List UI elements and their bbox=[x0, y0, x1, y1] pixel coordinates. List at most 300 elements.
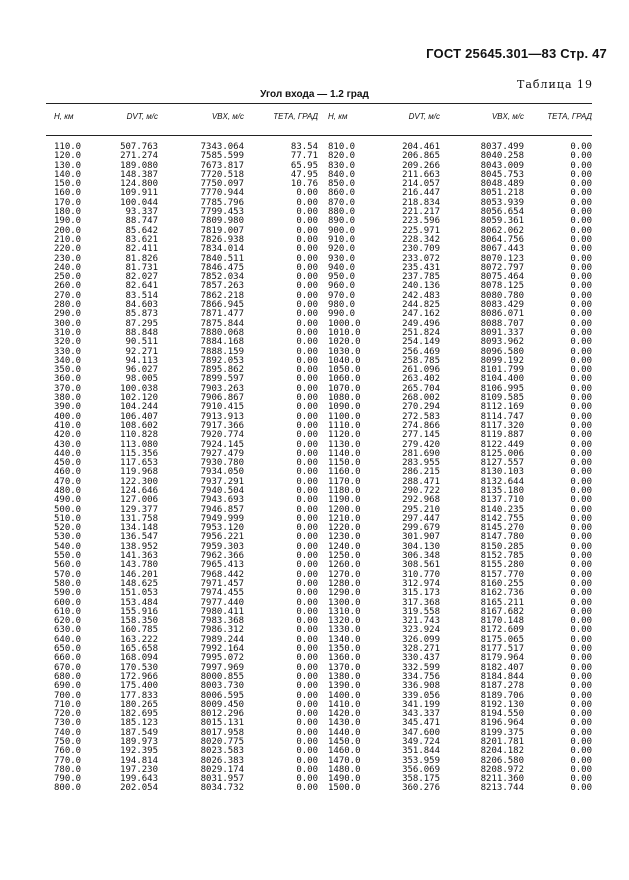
table-cell: 0.00 bbox=[570, 272, 592, 283]
table-cell: 0.00 bbox=[570, 588, 592, 599]
table-cell: 1410.0 bbox=[328, 699, 361, 710]
table-cell: 106.407 bbox=[120, 411, 158, 422]
table-cell: 0.00 bbox=[570, 727, 592, 738]
table-cell: 0.00 bbox=[296, 551, 318, 562]
table-cell: 244.825 bbox=[402, 300, 440, 311]
table-cell: 1060.0 bbox=[328, 374, 361, 385]
table-cell: 0.00 bbox=[570, 764, 592, 775]
table-cell: 0.00 bbox=[570, 495, 592, 506]
table-cell: 0.00 bbox=[296, 746, 318, 757]
table-cell: 151.053 bbox=[120, 588, 158, 599]
table-cell: 8017.958 bbox=[200, 727, 244, 738]
table-cell: 8114.747 bbox=[480, 411, 524, 422]
table-cell: 288.471 bbox=[402, 476, 440, 487]
table-cell: 345.471 bbox=[402, 718, 440, 729]
table-cell: 0.00 bbox=[570, 634, 592, 645]
table-cell: 1360.0 bbox=[328, 653, 361, 664]
table-cell: 7974.455 bbox=[200, 588, 244, 599]
table-cell: 8211.360 bbox=[480, 774, 524, 785]
table-cell: 7946.857 bbox=[200, 504, 244, 515]
table-cell: 8125.006 bbox=[480, 448, 524, 459]
table-cell: 7840.511 bbox=[200, 253, 244, 264]
table-cell: 0.00 bbox=[296, 439, 318, 450]
table-cell: 710.0 bbox=[54, 699, 82, 710]
table-cell: 8165.211 bbox=[480, 597, 524, 608]
table-cell: 7983.368 bbox=[200, 616, 244, 627]
table-cell: 7965.413 bbox=[200, 560, 244, 571]
table-cell: 180.0 bbox=[54, 207, 82, 218]
table-cell: 138.952 bbox=[120, 541, 158, 552]
table-cell: 120.0 bbox=[54, 151, 82, 162]
table-cell: 7924.145 bbox=[200, 439, 244, 450]
column-header: Н, км bbox=[328, 112, 348, 121]
table-cell: 295.210 bbox=[402, 504, 440, 515]
table-cell: 720.0 bbox=[54, 709, 82, 720]
table-cell: 7959.303 bbox=[200, 541, 244, 552]
table-cell: 319.558 bbox=[402, 606, 440, 617]
table-cell: 8040.258 bbox=[480, 151, 524, 162]
table-cell: 8194.550 bbox=[480, 709, 524, 720]
table-cell: 760.0 bbox=[54, 746, 82, 757]
table-cell: 7956.221 bbox=[200, 532, 244, 543]
table-cell: 800.0 bbox=[54, 783, 82, 794]
table-cell: 1310.0 bbox=[328, 606, 361, 617]
table-cell: 1080.0 bbox=[328, 393, 361, 404]
table-cell: 214.057 bbox=[402, 179, 440, 190]
table-cell: 7930.780 bbox=[200, 458, 244, 469]
table-cell: 134.148 bbox=[120, 523, 158, 534]
table-cell: 0.00 bbox=[570, 318, 592, 329]
table-cell: 420.0 bbox=[54, 430, 82, 441]
table-cell: 190.0 bbox=[54, 216, 82, 227]
table-cell: 155.916 bbox=[120, 606, 158, 617]
table-cell: 1250.0 bbox=[328, 551, 361, 562]
table-cell: 263.402 bbox=[402, 374, 440, 385]
table-cell: 8020.775 bbox=[200, 737, 244, 747]
table-cell: 220.0 bbox=[54, 244, 82, 255]
table-cell: 0.00 bbox=[296, 681, 318, 692]
table-cell: 1290.0 bbox=[328, 588, 361, 599]
table-cell: 970.0 bbox=[328, 290, 356, 301]
table-cell: 500.0 bbox=[54, 504, 82, 515]
table-cell: 510.0 bbox=[54, 513, 82, 524]
table-cell: 0.00 bbox=[296, 755, 318, 766]
table-cell: 211.663 bbox=[402, 169, 440, 180]
table-cell: 8062.062 bbox=[480, 225, 524, 236]
table-cell: 8140.235 bbox=[480, 504, 524, 515]
table-cell: 308.561 bbox=[402, 560, 440, 571]
table-cell: 550.0 bbox=[54, 551, 82, 562]
table-cell: 299.679 bbox=[402, 523, 440, 534]
table-cell: 117.653 bbox=[120, 458, 158, 469]
table-cell: 0.00 bbox=[296, 662, 318, 673]
table-cell: 0.00 bbox=[296, 188, 318, 199]
table-cell: 1420.0 bbox=[328, 709, 361, 720]
table-cell: 0.00 bbox=[296, 476, 318, 487]
table-cell: 350.0 bbox=[54, 365, 82, 376]
table-cell: 301.907 bbox=[402, 532, 440, 543]
table-cell: 0.00 bbox=[296, 458, 318, 469]
table-cell: 0.00 bbox=[570, 420, 592, 431]
table-cell: 0.00 bbox=[570, 485, 592, 496]
table-cell: 520.0 bbox=[54, 523, 82, 534]
table-cell: 7940.504 bbox=[200, 485, 244, 496]
table-cell: 8182.407 bbox=[480, 662, 524, 673]
table-cell: 430.0 bbox=[54, 439, 82, 450]
table-cell: 136.547 bbox=[120, 532, 158, 543]
table-cell: 0.00 bbox=[296, 690, 318, 701]
table-cell: 7943.693 bbox=[200, 495, 244, 506]
table-cell: 1490.0 bbox=[328, 774, 361, 785]
table-label: Таблица 19 bbox=[517, 78, 593, 91]
table-cell: 0.00 bbox=[570, 532, 592, 543]
table-cell: 8189.706 bbox=[480, 690, 524, 701]
table-cell: 380.0 bbox=[54, 393, 82, 404]
table-cell: 0.00 bbox=[296, 309, 318, 320]
table-cell: 0.00 bbox=[570, 207, 592, 218]
table-cell: 235.431 bbox=[402, 262, 440, 273]
table-cell: 600.0 bbox=[54, 597, 82, 608]
table-cell: 272.583 bbox=[402, 411, 440, 422]
table-cell: 8145.270 bbox=[480, 523, 524, 534]
table-cell: 0.00 bbox=[570, 160, 592, 171]
table-cell: 590.0 bbox=[54, 588, 82, 599]
table-cell: 0.00 bbox=[296, 569, 318, 580]
table-cell: 8206.580 bbox=[480, 755, 524, 766]
table-cell: 180.265 bbox=[120, 699, 158, 710]
table-cell: 0.00 bbox=[296, 523, 318, 534]
table-cell: 330.437 bbox=[402, 653, 440, 664]
table-cell: 356.069 bbox=[402, 764, 440, 775]
table-cell: 0.00 bbox=[570, 662, 592, 673]
table-cell: 8155.280 bbox=[480, 560, 524, 571]
table-cell: 1260.0 bbox=[328, 560, 361, 571]
table-cell: 0.00 bbox=[296, 402, 318, 413]
table-cell: 0.00 bbox=[570, 569, 592, 580]
table-cell: 0.00 bbox=[570, 523, 592, 534]
table-cell: 7785.796 bbox=[200, 197, 244, 208]
table-cell: 7995.072 bbox=[200, 653, 244, 664]
table-cell: 8059.361 bbox=[480, 216, 524, 227]
table-cell: 129.377 bbox=[120, 504, 158, 515]
table-cell: 304.130 bbox=[402, 541, 440, 552]
table-cell: 292.968 bbox=[402, 495, 440, 506]
table-cell: 160.785 bbox=[120, 625, 158, 636]
table-cell: 8006.595 bbox=[200, 690, 244, 701]
table-cell: 0.00 bbox=[570, 374, 592, 385]
table-cell: 96.027 bbox=[125, 365, 158, 376]
table-cell: 0.00 bbox=[296, 244, 318, 255]
table-cell: 7997.969 bbox=[200, 662, 244, 673]
table-cell: 820.0 bbox=[328, 151, 356, 162]
table-cell: 0.00 bbox=[570, 755, 592, 766]
table-cell: 810.0 bbox=[328, 142, 356, 152]
table-cell: 225.971 bbox=[402, 225, 440, 236]
table-cell: 0.00 bbox=[296, 485, 318, 496]
table-cell: 83.514 bbox=[125, 290, 158, 301]
table-cell: 7871.477 bbox=[200, 309, 244, 320]
table-cell: 0.00 bbox=[570, 625, 592, 636]
table-cell: 216.447 bbox=[402, 188, 440, 199]
table-cell: 7866.945 bbox=[200, 300, 244, 311]
table-cell: 7910.415 bbox=[200, 402, 244, 413]
table-cell: 680.0 bbox=[54, 671, 82, 682]
table-cell: 7819.007 bbox=[200, 225, 244, 236]
table-cell: 8031.957 bbox=[200, 774, 244, 785]
table-cell: 88.747 bbox=[125, 216, 158, 227]
table-cell: 920.0 bbox=[328, 244, 356, 255]
table-cell: 148.387 bbox=[120, 169, 158, 180]
table-cell: 92.271 bbox=[125, 346, 158, 357]
table-cell: 271.274 bbox=[120, 151, 158, 162]
table-cell: 1500.0 bbox=[328, 783, 361, 794]
table-cell: 8175.065 bbox=[480, 634, 524, 645]
table-cell: 7906.867 bbox=[200, 393, 244, 404]
table-cell: 8172.609 bbox=[480, 625, 524, 636]
table-cell: 351.844 bbox=[402, 746, 440, 757]
table-cell: 261.096 bbox=[402, 365, 440, 376]
table-cell: 8119.887 bbox=[480, 430, 524, 441]
table-cell: 8083.429 bbox=[480, 300, 524, 311]
table-cell: 82.027 bbox=[125, 272, 158, 283]
table-cell: 8101.799 bbox=[480, 365, 524, 376]
table-cell: 189.080 bbox=[120, 160, 158, 171]
table-cell: 0.00 bbox=[296, 578, 318, 589]
table-cell: 218.834 bbox=[402, 197, 440, 208]
table-cell: 0.00 bbox=[570, 411, 592, 422]
table-cell: 277.145 bbox=[402, 430, 440, 441]
table-cell: 0.00 bbox=[570, 699, 592, 710]
table-cell: 1040.0 bbox=[328, 355, 361, 366]
table-cell: 1160.0 bbox=[328, 467, 361, 478]
table-cell: 283.955 bbox=[402, 458, 440, 469]
table-cell: 0.00 bbox=[296, 374, 318, 385]
table-cell: 1380.0 bbox=[328, 671, 361, 682]
table-cell: 110.828 bbox=[120, 430, 158, 441]
table-cell: 7826.938 bbox=[200, 234, 244, 245]
table-cell: 390.0 bbox=[54, 402, 82, 413]
table-cell: 163.222 bbox=[120, 634, 158, 645]
table-cell: 102.120 bbox=[120, 393, 158, 404]
table-cell: 343.337 bbox=[402, 709, 440, 720]
table-cell: 0.00 bbox=[570, 718, 592, 729]
table-cell: 1230.0 bbox=[328, 532, 361, 543]
table-cell: 450.0 bbox=[54, 458, 82, 469]
table-cell: 7899.597 bbox=[200, 374, 244, 385]
table-cell: 7834.014 bbox=[200, 244, 244, 255]
table-cell: 321.743 bbox=[402, 616, 440, 627]
table-cell: 353.959 bbox=[402, 755, 440, 766]
table-cell: 104.244 bbox=[120, 402, 158, 413]
table-cell: 0.00 bbox=[296, 448, 318, 459]
table-cell: 8045.753 bbox=[480, 169, 524, 180]
table-cell: 8150.285 bbox=[480, 541, 524, 552]
table-cell: 8147.780 bbox=[480, 532, 524, 543]
table-cell: 7917.366 bbox=[200, 420, 244, 431]
table-cell: 85.642 bbox=[125, 225, 158, 236]
table-cell: 206.865 bbox=[402, 151, 440, 162]
table-cell: 0.00 bbox=[570, 393, 592, 404]
table-cell: 8099.192 bbox=[480, 355, 524, 366]
table-cell: 1180.0 bbox=[328, 485, 361, 496]
table-cell: 8091.337 bbox=[480, 327, 524, 338]
table-cell: 0.00 bbox=[296, 262, 318, 273]
table-cell: 323.924 bbox=[402, 625, 440, 636]
table-cell: 281.690 bbox=[402, 448, 440, 459]
table-cell: 187.549 bbox=[120, 727, 158, 738]
table-cell: 0.00 bbox=[570, 774, 592, 785]
table-cell: 110.0 bbox=[54, 142, 82, 152]
table-cell: 8096.580 bbox=[480, 346, 524, 357]
table-cell: 0.00 bbox=[570, 560, 592, 571]
table-cell: 124.646 bbox=[120, 485, 158, 496]
table-cell: 1050.0 bbox=[328, 365, 361, 376]
table-cell: 141.363 bbox=[120, 551, 158, 562]
table-cell: 0.00 bbox=[570, 142, 592, 152]
page-header: ГОСТ 25645.301—83 Стр. 47 bbox=[426, 46, 607, 61]
table-cell: 8201.781 bbox=[480, 737, 524, 747]
table-cell: 1330.0 bbox=[328, 625, 361, 636]
table-cell: 1010.0 bbox=[328, 327, 361, 338]
table-cell: 540.0 bbox=[54, 541, 82, 552]
table-cell: 1110.0 bbox=[328, 420, 361, 431]
table-cell: 0.00 bbox=[296, 671, 318, 682]
table-cell: 0.00 bbox=[296, 653, 318, 664]
table-cell: 8009.450 bbox=[200, 699, 244, 710]
table-cell: 0.00 bbox=[296, 727, 318, 738]
table-cell: 370.0 bbox=[54, 383, 82, 394]
table-cell: 0.00 bbox=[296, 783, 318, 794]
table-cell: 185.123 bbox=[120, 718, 158, 729]
table-cell: 670.0 bbox=[54, 662, 82, 673]
table-cell: 81.731 bbox=[125, 262, 158, 273]
table-cell: 0.00 bbox=[570, 504, 592, 515]
table-cell: 7971.457 bbox=[200, 578, 244, 589]
table-cell: 0.00 bbox=[570, 541, 592, 552]
table-cell: 0.00 bbox=[296, 430, 318, 441]
table-cell: 228.342 bbox=[402, 234, 440, 245]
table-cell: 146.201 bbox=[120, 569, 158, 580]
table-cell: 315.173 bbox=[402, 588, 440, 599]
table-cell: 1220.0 bbox=[328, 523, 361, 534]
table-cell: 0.00 bbox=[570, 783, 592, 794]
table-cell: 84.603 bbox=[125, 300, 158, 311]
table-cell: 8015.131 bbox=[200, 718, 244, 729]
table-cell: 0.00 bbox=[570, 458, 592, 469]
table-cell: 0.00 bbox=[570, 309, 592, 320]
table-cell: 286.215 bbox=[402, 467, 440, 478]
table-cell: 620.0 bbox=[54, 616, 82, 627]
table-cell: 0.00 bbox=[296, 383, 318, 394]
table-cell: 8078.125 bbox=[480, 281, 524, 292]
table-cell: 470.0 bbox=[54, 476, 82, 487]
table-cell: 93.337 bbox=[125, 207, 158, 218]
table-cell: 8072.797 bbox=[480, 262, 524, 273]
table-cell: 0.00 bbox=[570, 355, 592, 366]
table-cell: 8003.730 bbox=[200, 681, 244, 692]
column-header: VBX, м/с bbox=[491, 112, 524, 121]
table-cell: 280.0 bbox=[54, 300, 82, 311]
table-cell: 334.756 bbox=[402, 671, 440, 682]
table-cell: 312.974 bbox=[402, 578, 440, 589]
table-cell: 1470.0 bbox=[328, 755, 361, 766]
column-header: DVT, м/с bbox=[126, 112, 158, 121]
table-cell: 0.00 bbox=[296, 467, 318, 478]
table-cell: 7770.944 bbox=[200, 188, 244, 199]
table-cell: 83.54 bbox=[290, 142, 318, 152]
table-cell: 8177.517 bbox=[480, 644, 524, 655]
table-cell: 122.300 bbox=[120, 476, 158, 487]
table-cell: 1120.0 bbox=[328, 430, 361, 441]
table-cell: 1190.0 bbox=[328, 495, 361, 506]
table-cell: 0.00 bbox=[570, 578, 592, 589]
table-cell: 0.00 bbox=[296, 393, 318, 404]
column-header: ТЕТА, ГРАД bbox=[547, 112, 592, 121]
table-cell: 108.602 bbox=[120, 420, 158, 431]
table-cell: 780.0 bbox=[54, 764, 82, 775]
table-cell: 8088.707 bbox=[480, 318, 524, 329]
table-cell: 7343.064 bbox=[200, 142, 244, 152]
table-cell: 0.00 bbox=[296, 644, 318, 655]
table-cell: 100.038 bbox=[120, 383, 158, 394]
table-cell: 0.00 bbox=[570, 709, 592, 720]
table-cell: 7953.120 bbox=[200, 523, 244, 534]
table-cell: 0.00 bbox=[296, 225, 318, 236]
table-cell: 7980.411 bbox=[200, 606, 244, 617]
table-cell: 8170.148 bbox=[480, 616, 524, 627]
table-cell: 317.368 bbox=[402, 597, 440, 608]
table-cell: 0.00 bbox=[570, 346, 592, 357]
table-cell: 0.00 bbox=[296, 411, 318, 422]
table-cell: 830.0 bbox=[328, 160, 356, 171]
table-cell: 115.356 bbox=[120, 448, 158, 459]
table-cell: 0.00 bbox=[296, 699, 318, 710]
table-cell: 490.0 bbox=[54, 495, 82, 506]
table-cell: 560.0 bbox=[54, 560, 82, 571]
table-cell: 8162.736 bbox=[480, 588, 524, 599]
table-cell: 0.00 bbox=[570, 169, 592, 180]
table-cell: 177.833 bbox=[120, 690, 158, 701]
column-header: Н, км bbox=[54, 112, 74, 121]
table-cell: 700.0 bbox=[54, 690, 82, 701]
table-cell: 170.0 bbox=[54, 197, 82, 208]
table-cell: 980.0 bbox=[328, 300, 356, 311]
table-cell: 930.0 bbox=[328, 253, 356, 264]
table-cell: 175.400 bbox=[120, 681, 158, 692]
table-cell: 8043.009 bbox=[480, 160, 524, 171]
table-cell: 7913.913 bbox=[200, 411, 244, 422]
table-cell: 7920.774 bbox=[200, 430, 244, 441]
table-cell: 270.0 bbox=[54, 290, 82, 301]
table-cell: 630.0 bbox=[54, 625, 82, 636]
table-cell: 240.136 bbox=[402, 281, 440, 292]
table-cell: 8075.464 bbox=[480, 272, 524, 283]
table-cell: 1210.0 bbox=[328, 513, 361, 524]
table-cell: 256.469 bbox=[402, 346, 440, 357]
table-cell: 124.800 bbox=[120, 179, 158, 190]
table-cell: 8056.654 bbox=[480, 207, 524, 218]
table-cell: 0.00 bbox=[296, 504, 318, 515]
table-cell: 8112.169 bbox=[480, 402, 524, 413]
table-cell: 8051.218 bbox=[480, 188, 524, 199]
table-cell: 0.00 bbox=[570, 151, 592, 162]
table-cell: 347.600 bbox=[402, 727, 440, 738]
table-cell: 7673.817 bbox=[200, 160, 244, 171]
table-cell: 0.00 bbox=[296, 234, 318, 245]
table-cell: 7962.366 bbox=[200, 551, 244, 562]
table-cell: 8160.255 bbox=[480, 578, 524, 589]
table-cell: 0.00 bbox=[296, 634, 318, 645]
